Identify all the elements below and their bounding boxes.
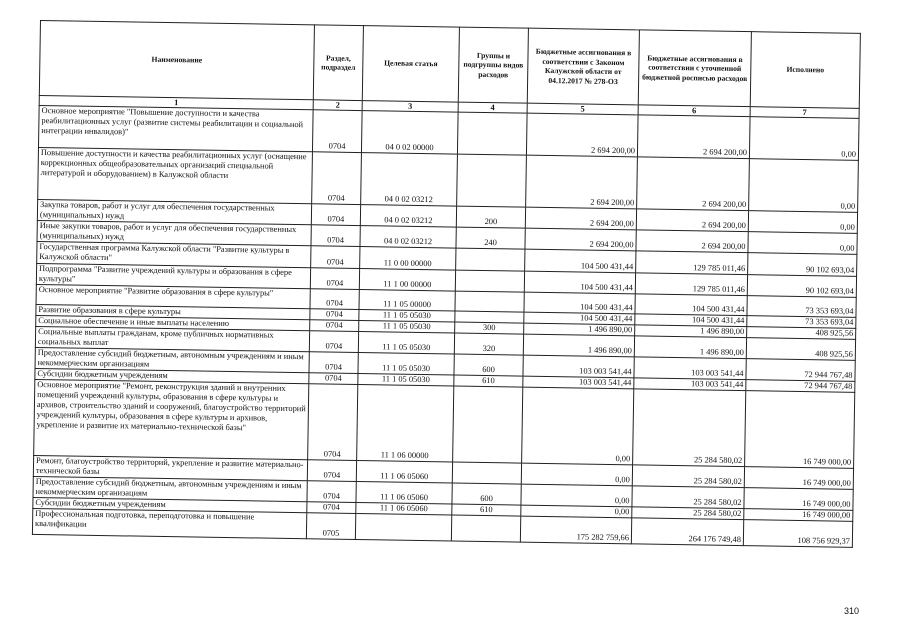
row-group-cell (456, 248, 525, 271)
row-refined-amount: 1 496 890,00 (635, 325, 747, 338)
row-target-cell: 11 1 06 05060 (356, 461, 452, 484)
row-target-cell (355, 514, 451, 542)
row-executed-amount: 0,00 (748, 232, 857, 255)
row-target-cell: 04 0 02 03212 (360, 226, 456, 249)
column-number: 7 (750, 107, 859, 119)
row-section-cell: 0704 (309, 352, 358, 374)
row-executed-amount: 16 749 000,00 (744, 467, 853, 490)
row-section-cell: 0704 (310, 268, 359, 290)
row-section-cell: 0704 (309, 331, 358, 353)
row-group-cell: 610 (452, 504, 521, 516)
row-name-cell: Предоставление субсидий бюджетным, автономным учреждениям и иным некоммерческим организациям (35, 347, 309, 372)
row-group-cell (457, 154, 527, 207)
row-target-cell: 11 1 00 00000 (359, 269, 455, 292)
row-law-amount: 1 496 890,00 (524, 323, 635, 336)
row-law-amount: 104 500 431,44 (524, 292, 635, 314)
row-refined-amount: 129 785 011,46 (635, 273, 747, 296)
row-name-cell: Основное мероприятие "Повышение доступности и качества реабилитационных услуг (развитие системы реабилитации и социальной интеграции инвалидов)" (38, 105, 313, 151)
row-target-cell: 11 1 05 05030 (358, 374, 454, 387)
row-name-cell: Подпрограмма "Развитие учреждений культуры и образования в сфере культуры" (36, 263, 310, 288)
row-refined-amount: 2 694 200,00 (637, 157, 750, 211)
row-name-cell: Ремонт, благоустройство территорий, укрепление и развитие материально-технической базы (33, 455, 307, 480)
row-refined-amount: 103 003 541,44 (634, 357, 746, 380)
row-group-cell (453, 386, 523, 463)
row-executed-amount: 0,00 (749, 159, 859, 213)
row-section-cell: 0704 (310, 320, 359, 332)
row-section-cell: 0705 (306, 513, 355, 540)
row-law-amount: 2 694 200,00 (525, 207, 636, 230)
row-section-cell: 0704 (308, 384, 358, 461)
row-target-cell: 11 1 05 00000 (359, 290, 455, 312)
row-section-cell: 0704 (312, 152, 362, 205)
row-group-cell: 600 (454, 354, 523, 376)
row-target-cell: 04 0 02 03212 (360, 205, 456, 228)
row-law-amount: 0,00 (522, 387, 634, 465)
row-executed-amount: 72 944 767,48 (746, 380, 855, 393)
row-group-cell: 240 (456, 227, 525, 249)
row-executed-amount: 16 749 000,00 (744, 488, 853, 511)
row-name-cell: Иные закупки товаров, работ и услуг для обеспечения государственных (муниципальных) нужд (37, 220, 311, 245)
header-name: Наименование (39, 21, 314, 100)
row-law-amount: 103 003 541,44 (523, 355, 634, 378)
row-law-amount: 0,00 (521, 505, 632, 518)
row-group-cell (457, 112, 527, 155)
row-executed-amount: 16 749 000,00 (745, 391, 855, 469)
row-executed-amount: 72 944 767,48 (746, 359, 855, 382)
row-law-amount: 2 694 200,00 (525, 228, 636, 251)
row-section-cell: 0704 (309, 373, 358, 385)
page-number: 310 (843, 606, 859, 616)
row-law-amount: 104 500 431,44 (525, 249, 636, 273)
row-group-cell: 200 (456, 206, 525, 228)
row-refined-amount: 2 694 200,00 (637, 115, 750, 159)
row-target-cell: 11 1 06 05060 (356, 482, 452, 505)
row-law-amount: 103 003 541,44 (523, 376, 634, 389)
row-refined-amount: 2 694 200,00 (636, 230, 748, 253)
row-refined-amount: 25 284 580,02 (632, 465, 744, 488)
row-law-amount: 2 694 200,00 (526, 113, 638, 157)
column-number: 2 (313, 100, 362, 111)
row-target-cell: 11 1 05 05030 (358, 353, 454, 376)
row-refined-amount: 104 500 431,44 (635, 314, 747, 327)
row-name-cell: Социальное обеспечение и иные выплаты населению (36, 315, 310, 330)
row-section-cell: 0704 (312, 110, 362, 153)
row-target-cell: 11 1 05 05030 (358, 332, 454, 355)
column-number: 4 (458, 102, 527, 113)
row-executed-amount: 90 102 693,04 (747, 275, 856, 298)
row-section-cell: 0704 (307, 502, 356, 514)
row-group-cell (452, 462, 521, 484)
row-executed-amount: 0,00 (748, 211, 857, 234)
row-refined-amount: 1 496 890,00 (634, 336, 746, 359)
row-name-cell: Развитие образования в сфере культуры (36, 304, 310, 319)
row-name-cell: Государственная программа Калужской области "Развитие культуры в Калужской области" (37, 241, 311, 267)
row-refined-amount: 2 694 200,00 (636, 209, 748, 232)
row-name-cell: Предоставление субсидий бюджетным, автономным учреждениям и иным некоммерческим организациям (33, 476, 307, 501)
row-law-amount: 1 496 890,00 (523, 334, 634, 357)
header-target: Целевая статья (362, 26, 459, 102)
row-refined-amount: 25 284 580,02 (633, 389, 746, 467)
row-section-cell: 0704 (307, 460, 356, 482)
row-name-cell: Субсидии бюджетным учреждениям (33, 497, 307, 512)
row-executed-amount: 73 353 693,04 (747, 316, 856, 329)
row-target-cell: 11 1 06 05060 (356, 503, 452, 516)
row-executed-amount: 408 925,56 (746, 338, 855, 361)
row-law-amount: 104 500 431,44 (524, 271, 635, 294)
row-refined-amount: 129 785 011,46 (636, 251, 748, 275)
row-section-cell: 0704 (311, 204, 360, 226)
row-group-cell: 600 (452, 483, 521, 505)
row-section-cell: 0704 (311, 246, 360, 269)
row-executed-amount: 408 925,56 (747, 327, 856, 340)
row-refined-amount: 25 284 580,02 (632, 507, 744, 520)
row-target-cell: 11 1 05 05030 (359, 321, 455, 334)
row-refined-amount: 264 176 749,48 (631, 518, 743, 546)
row-name-cell: Повышение доступности и качества реабилитационных услуг (оснащение коррекционных общеобразовательных организаций специальной литературой и оборудованием) в Калужской области (38, 147, 313, 203)
row-group-cell: 300 (455, 322, 524, 334)
row-name-cell: Профессиональная подготовка, переподготовка и повышение квалификации (32, 508, 306, 538)
budget-table (32, 20, 861, 548)
column-number: 1 (39, 95, 313, 109)
row-executed-amount: 108 756 929,37 (743, 520, 852, 548)
row-refined-amount: 104 500 431,44 (635, 294, 747, 316)
row-executed-amount: 0,00 (749, 117, 859, 161)
row-law-amount: 0,00 (521, 463, 632, 486)
column-number: 5 (527, 103, 638, 115)
row-group-cell: 610 (454, 375, 523, 387)
row-target-cell: 11 1 05 05030 (359, 310, 455, 323)
row-executed-amount: 73 353 693,04 (747, 296, 856, 318)
row-law-amount: 104 500 431,44 (524, 312, 635, 325)
row-executed-amount: 16 749 000,00 (744, 509, 853, 522)
header-section: Раздел, подраздел (313, 25, 363, 101)
header-groups: Группы и подгруппы видов расходов (458, 27, 528, 103)
row-target-cell: 04 0 02 00000 (361, 111, 458, 155)
row-law-amount: 175 282 759,66 (520, 516, 631, 544)
table-row (34, 379, 855, 468)
row-name-cell: Закупка товаров, работ и услуг для обеспечения государственных (муниципальных) нужд (37, 199, 311, 224)
header-refined: Бюджетные ассигнования в соответствии с уточненной бюджетной росписью расходов (638, 30, 751, 107)
row-group-cell: 320 (454, 333, 523, 355)
row-name-cell: Основное мероприятие "Развитие образования в сфере культуры" (36, 284, 310, 308)
row-name-cell: Субсидии бюджетным учреждениям (35, 368, 309, 383)
row-refined-amount: 103 003 541,44 (634, 378, 746, 391)
budget-sheet (32, 20, 860, 548)
row-executed-amount: 90 102 693,04 (748, 253, 857, 277)
row-group-cell (451, 515, 520, 542)
row-target-cell: 04 0 02 03212 (361, 153, 458, 207)
row-section-cell: 0704 (307, 481, 356, 503)
row-name-cell: Социальные выплаты гражданам, кроме публичных нормативных социальных выплат (35, 326, 309, 351)
row-law-amount: 2 694 200,00 (526, 155, 638, 209)
header-row (39, 21, 860, 109)
header-executed: Исполнено (750, 32, 860, 109)
row-section-cell: 0704 (310, 289, 359, 310)
row-target-cell: 11 0 00 00000 (360, 247, 456, 271)
row-section-cell: 0704 (311, 225, 360, 247)
row-name-cell: Основное мероприятие "Ремонт, реконструкция зданий и внутренних помещений учреждений культуры, образования в сфере культуры и архивов, строительство зданий и сооружений, благоустройство территорий учреждений культуры, образования в сфере культуры и архивов, укрепление и развитие их материально-технической базы" (34, 379, 309, 459)
row-group-cell (455, 270, 524, 292)
row-law-amount: 0,00 (521, 484, 632, 507)
column-number: 3 (362, 101, 458, 113)
row-section-cell: 0704 (310, 309, 359, 321)
row-refined-amount: 25 284 580,02 (632, 486, 744, 509)
column-number: 6 (638, 105, 750, 117)
row-target-cell: 11 1 06 00000 (357, 385, 454, 462)
header-law: Бюджетные ассигнования в соответствии с Законом Калужской области от 04.12.2017 № 278-ОЗ (527, 28, 639, 105)
row-group-cell (455, 291, 524, 312)
